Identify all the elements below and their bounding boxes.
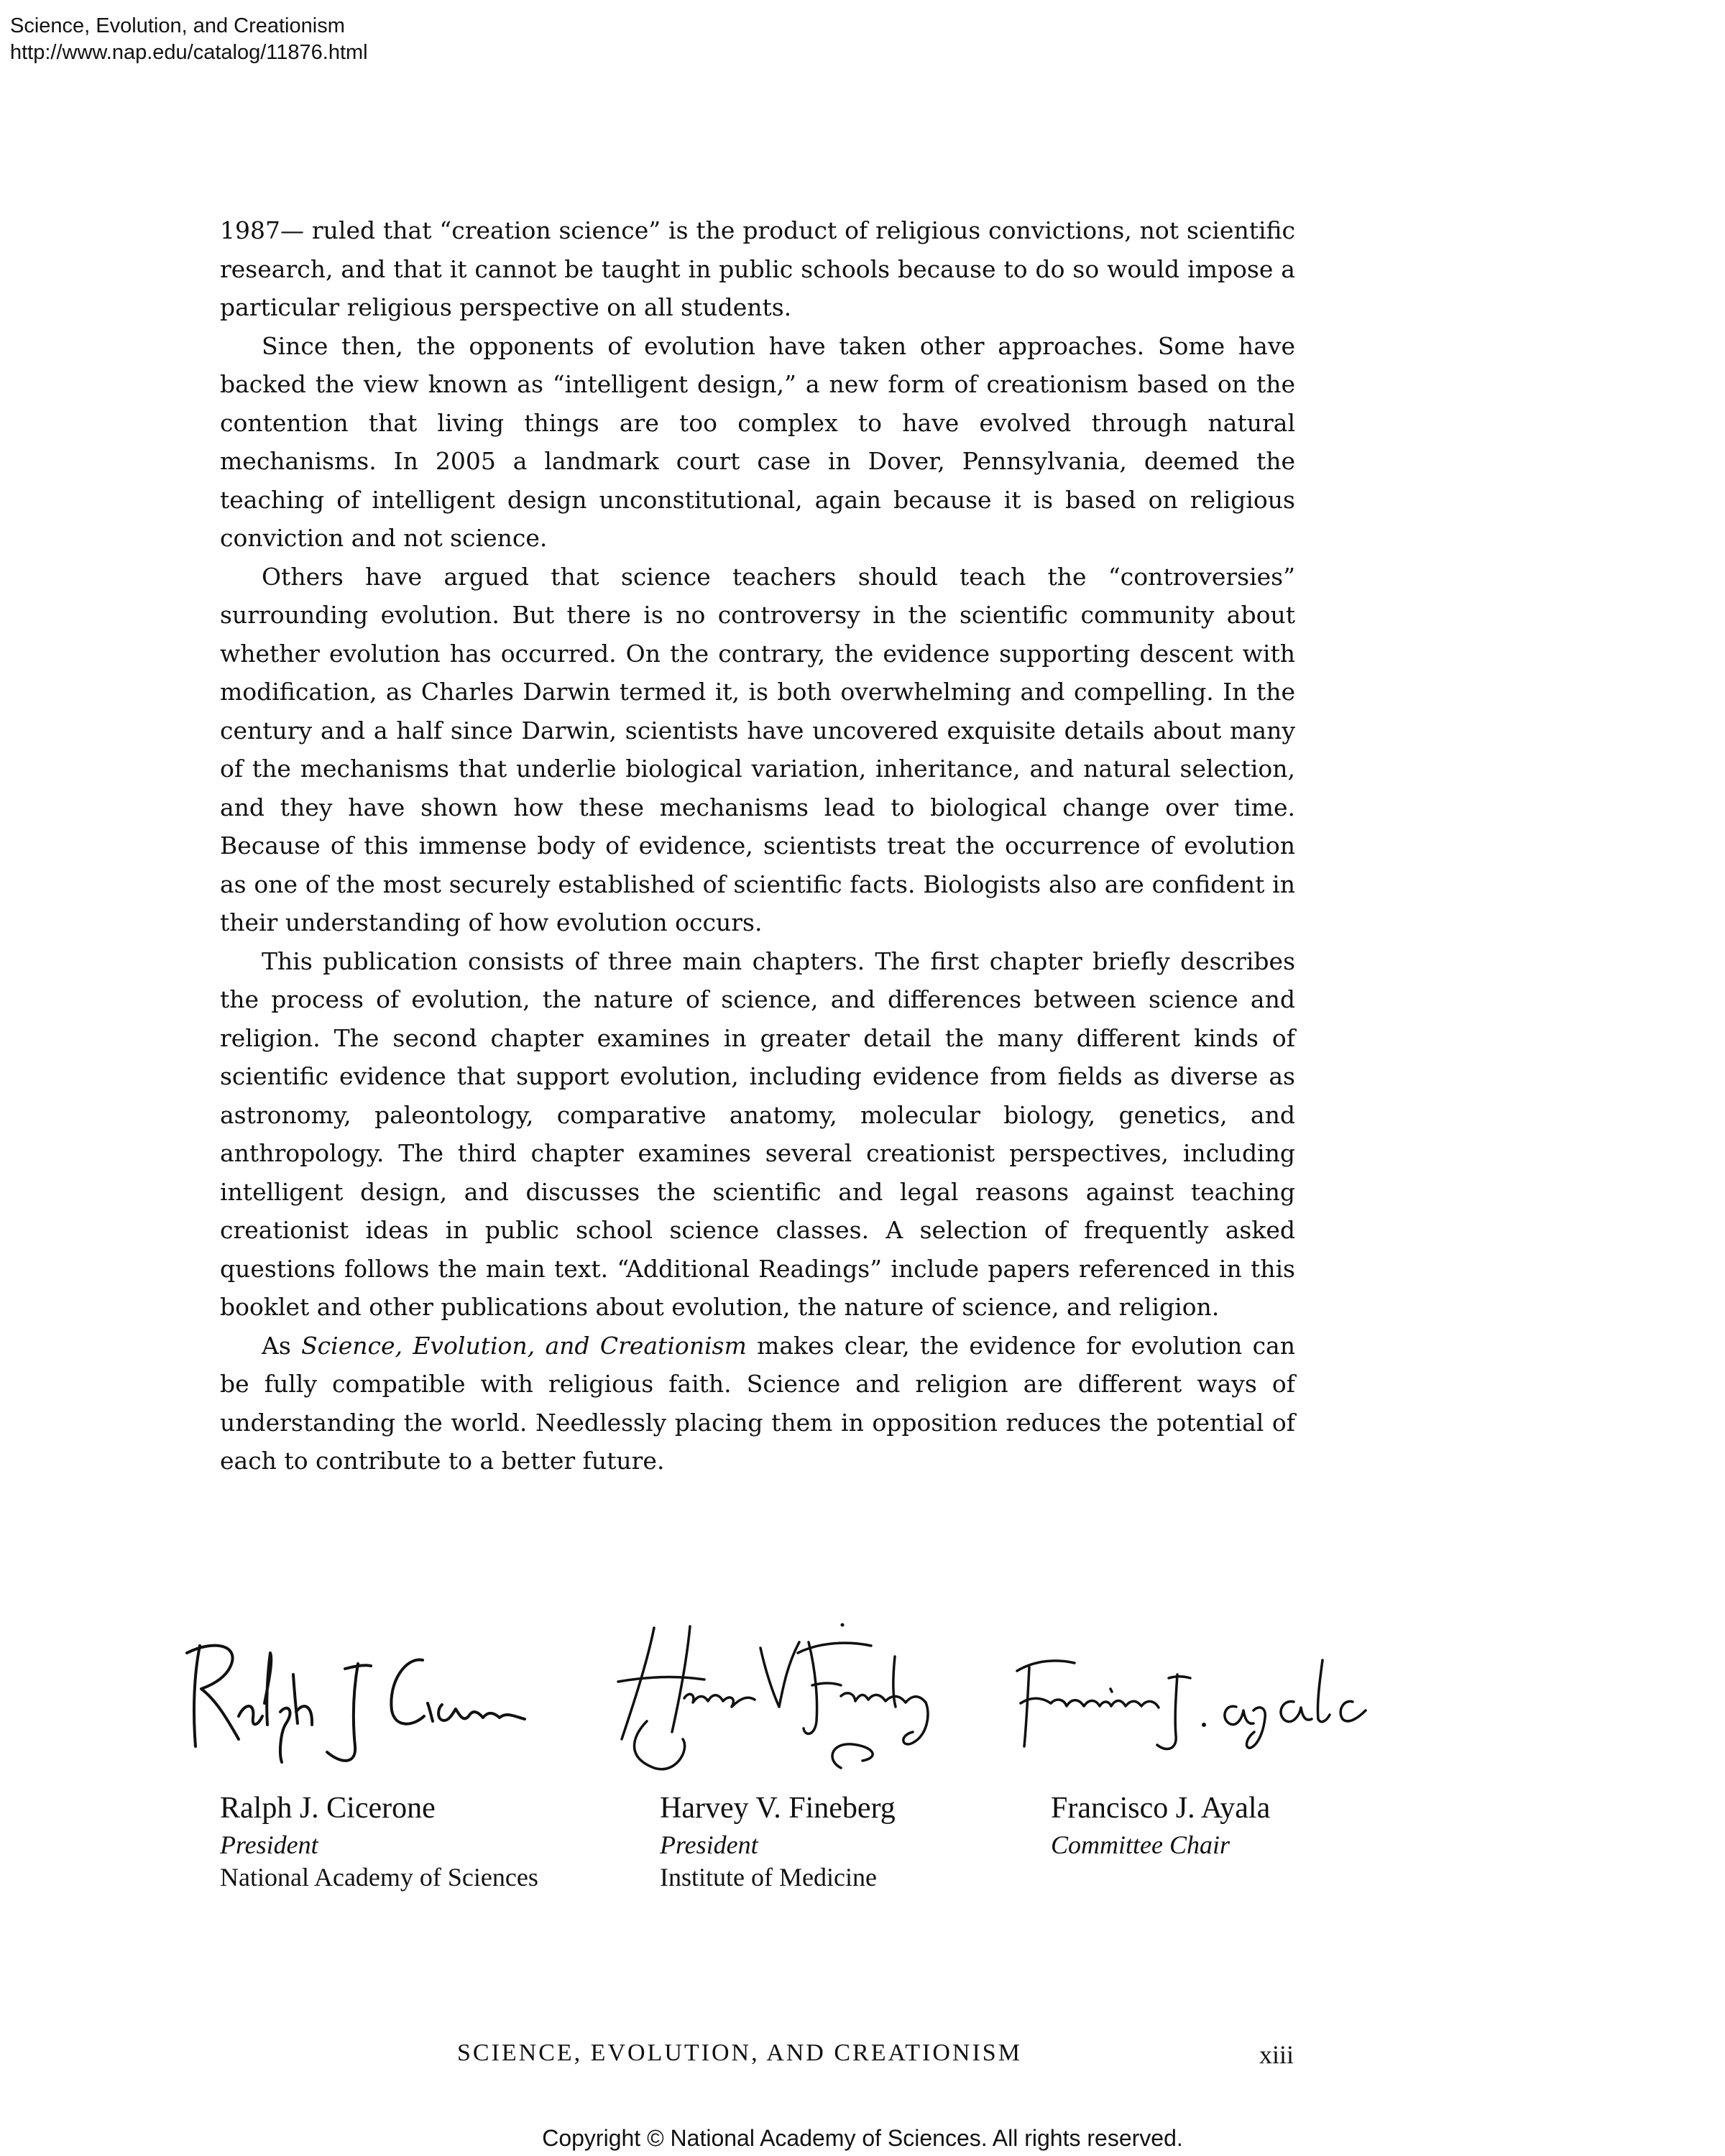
- signatory-fineberg: [660, 1788, 896, 1893]
- signature-ayala: [1006, 1639, 1409, 1754]
- paragraph-2: Since then, the opponents of evolution have taken other approaches. Some have backed the view known as “intelligent design,” a new form of creationism based on the contention that living things are too complex to have evolved through natural mechanisms. In 2005 a landmark court case in Dover, Pennsylvania, deemed the teaching of intelligent design unconstitutional, again because it is based on religious conviction and not science.: [220, 331, 1295, 552]
- paragraph-1: 1987— ruled that “creation science” is the product of religious convictions, not scientific research, and that it cannot be taught in public schools because to do so would impose a particular religious perspective on all students.: [220, 216, 1295, 321]
- signature-cicerone: [172, 1631, 546, 1768]
- signatory-name: Ralph J. Cicerone: [220, 1792, 436, 1825]
- body-text: [220, 211, 1295, 1480]
- page-header: [10, 13, 368, 66]
- signatory-cicerone: [220, 1788, 538, 1893]
- signatory-name: Francisco J. Ayala: [1051, 1792, 1271, 1825]
- signatory-title: Committee Chair: [1051, 1830, 1230, 1859]
- page-number: xiii: [1259, 2040, 1294, 2069]
- header-url[interactable]: http://www.nap.edu/catalog/11876.html: [10, 41, 368, 64]
- signature-fineberg: [604, 1613, 978, 1786]
- paragraph-3: Others have argued that science teachers should teach the “controversies” surrounding evolution. But there is no controversy in the scientific community about whether evolution has occurred. On the contrary, the evidence supporting descent with modification, as Charles Darwin termed it, is both overwhelming and compelling. In the century and a half since Darwin, scientists have uncovered exquisite details about many of the mechanisms that underlie biological variation, inheritance, and natural selection, and they have shown how these mechanisms lead to biological change over time. Because of this immense body of evidence, scientists treat the occurrence of evolution as one of the most securely established of scientific facts. Biologists also are confident in their understanding of how evolution occurs.: [220, 562, 1295, 936]
- paragraph-5: [220, 1327, 1295, 1480]
- signatory-ayala: [1051, 1788, 1270, 1861]
- signatory-name: Harvey V. Fineberg: [660, 1792, 896, 1825]
- paragraph-5-rest: makes clear, the evidence for evolution can be fully compatible with religious faith. Science and religion are different ways of understanding the world. Needlessly placing them in opposition reduces the potential of each to contribute to a better future.: [220, 1331, 1295, 1475]
- book-title-italic: Science, Evolution, and Creationism: [301, 1331, 747, 1360]
- signatory-organization: Institute of Medicine: [660, 1863, 877, 1892]
- paragraph-4: This publication consists of three main chapters. The first chapter briefly describes the process of evolution, the nature of science, and differences between science and religion. The second chapter examines in greater detail the many different kinds of scientific evidence that support evolution, including evidence from fields as diverse as astronomy, paleontology, comparative anatomy, molecular biology, genetics, and anthropology. The third chapter examines several creationist perspectives, including intelligent design, and discusses the scientific and legal reasons against teaching creationist ideas in public school science classes. A selection of frequently asked questions follows the main text. “Additional Readings” include papers referenced in this booklet and other publications about evolution, the nature of science, and religion.: [220, 946, 1295, 1321]
- signatory-title: President: [660, 1830, 758, 1859]
- header-title: Science, Evolution, and Creationism: [10, 14, 345, 37]
- copyright-notice: Copyright © National Academy of Sciences. All rights reserved.: [542, 2125, 1183, 2151]
- signatory-organization: National Academy of Sciences: [220, 1863, 538, 1892]
- running-footer-title: SCIENCE, EVOLUTION, AND CREATIONISM: [457, 2040, 1022, 2066]
- paragraph-5-prefix: As: [262, 1331, 302, 1360]
- signatory-title: President: [220, 1830, 318, 1859]
